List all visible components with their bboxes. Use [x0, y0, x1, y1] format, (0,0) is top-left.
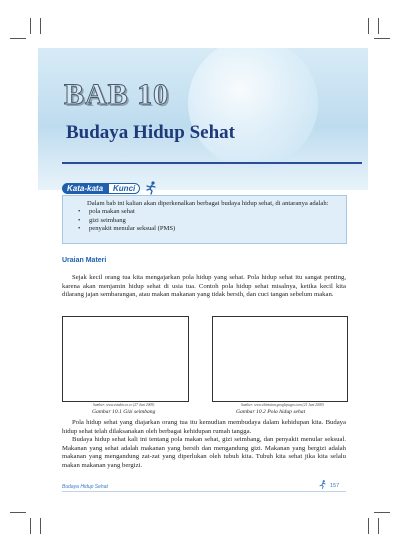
crop-mark [374, 38, 390, 39]
figure-source-1: Sumber: www.estabis.co.cc (27 Juni 2009) [93, 403, 155, 407]
crop-mark [374, 512, 390, 513]
figure-source-2: Sumber: www.eltintatan.googlepages.com (21 Juni 2009) [241, 403, 324, 407]
figure-caption-1: Gambar 10.1 Gizi seimbang [92, 409, 156, 415]
runner-small-icon [318, 480, 327, 489]
figure-image-1 [62, 316, 189, 402]
body-paragraph-2b: Budaya hidup sehat kali ini tentang pola makan sehat, gizi seimbang, dan penyakit menular seksual. Makanan yang sehat adalah makanan yang bersih dan mengandung gizi. Makanan yang bergizi adalah makanan yang mengandung zat-zat yang diperlukan oleh tubuh kita. Tubuh kita sehat jika kita selalu makan makanan yang bergizi. [62, 436, 346, 469]
crop-mark [368, 18, 369, 34]
runner-icon [144, 181, 158, 195]
crop-mark [368, 518, 369, 534]
page-number: 157 [330, 483, 340, 489]
footer-book-title: Budaya Hidup Sehat [62, 484, 108, 490]
globe-decoration [188, 48, 318, 168]
keyword-item: • gizi seimbang [89, 217, 338, 225]
footer-divider [62, 491, 346, 492]
crop-mark [40, 518, 41, 534]
keywords-tag-label-1: Kata-kata [62, 183, 108, 194]
keywords-list [77, 208, 338, 233]
body-paragraph-1: Sejak kecil orang tua kita mengajarkan pola hidup yang sehat. Pola hidup sehat itu sangat penting, karena akan menjamin hidup sehat di usia tua. Contoh pola hidup sehat misalnya, ketika kecil kita dilarang jajan sembarangan, atau makan makanan yang tidak bersih, dan cuci tangan sebelum makan. [62, 274, 346, 299]
keywords-intro: Dalam bab ini kalian akan diperkenalkan berbagai budaya hidup sehat, di antaranya adalah: [87, 200, 329, 207]
body-paragraph-2a: Pola hidup sehat yang diajarkan orang tua itu kemudian membudaya dalam kehidupan kita. Budaya hidup sehat telah dilaksanakan oleh berbagai kehidupan rumah tangga. [62, 419, 346, 435]
crop-mark [378, 18, 379, 34]
figure-image-2 [212, 316, 348, 402]
keywords-tag-label-2: Kunci [108, 183, 140, 194]
crop-mark [40, 18, 41, 34]
crop-mark [10, 38, 26, 39]
body-paragraph-2 [62, 419, 346, 471]
chapter-number: BAB 10 [64, 78, 170, 111]
keyword-item: • pola makan sehat [89, 208, 338, 216]
keywords-box [62, 195, 347, 244]
chapter-header-band [38, 48, 368, 190]
keyword-item: • penyakit menular seksual (PMS) [89, 225, 338, 233]
crop-mark [10, 512, 26, 513]
keywords-tag [62, 181, 162, 195]
figure-caption-2: Gambar 10.2 Pola hidup sehat [236, 409, 306, 415]
chapter-title: Budaya Hidup Sehat [66, 122, 235, 143]
crop-mark [30, 518, 31, 534]
crop-mark [30, 18, 31, 34]
crop-mark [378, 518, 379, 534]
section-heading: Uraian Materi [62, 257, 107, 264]
title-divider [62, 162, 362, 164]
